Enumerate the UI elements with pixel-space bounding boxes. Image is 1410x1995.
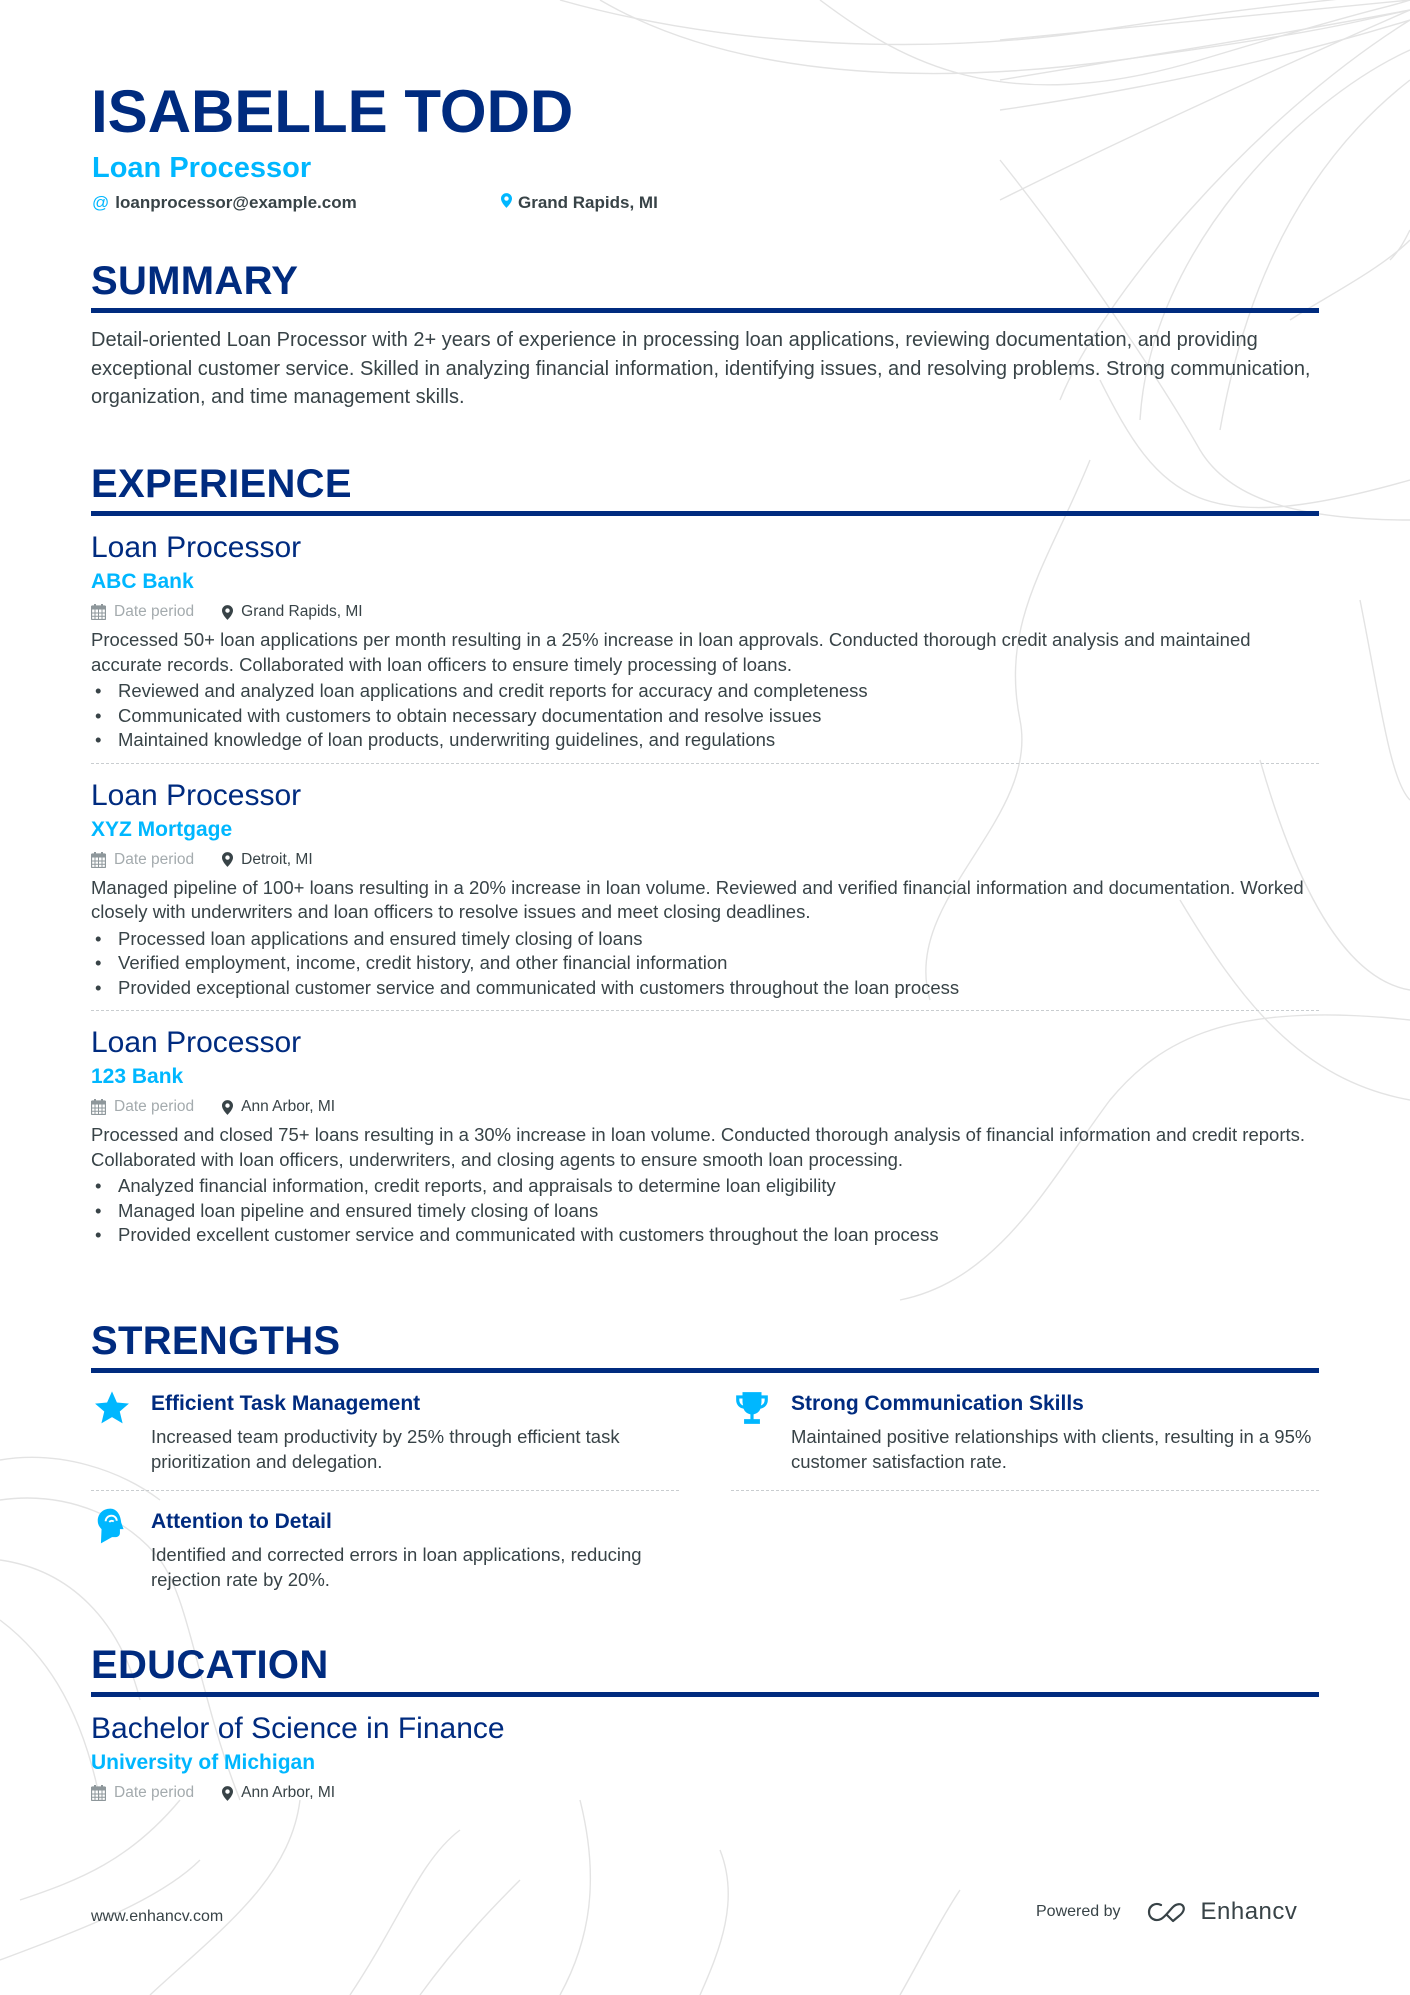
job-company: 123 Bank xyxy=(91,1065,184,1088)
job-date: Date period xyxy=(91,849,194,871)
job-bullet: • Reviewed and analyzed loan applications and credit reports for accuracy and completeness xyxy=(91,679,1319,704)
trophy-icon xyxy=(733,1389,771,1427)
job-title: Loan Processor xyxy=(91,778,302,812)
job-bullet: • Maintained knowledge of loan products, underwriting guidelines, and regulations xyxy=(91,728,1319,753)
job-bullet: • Verified employment, income, credit history, and other financial information xyxy=(91,951,1319,976)
candidate-name: ISABELLE TODD xyxy=(91,78,574,145)
map-pin-icon xyxy=(222,1100,233,1115)
strength-title: Attention to Detail xyxy=(151,1510,332,1533)
job-bullets xyxy=(91,679,1319,753)
education-entry xyxy=(91,1711,1319,1804)
calendar-icon xyxy=(91,852,106,868)
strength-description: Increased team productivity by 25% through efficient task prioritization and delegation. xyxy=(151,1426,620,1472)
strength-item xyxy=(731,1389,1319,1491)
contact-row xyxy=(92,192,658,214)
strength-title: Efficient Task Management xyxy=(151,1392,421,1415)
job-title: Loan Processor xyxy=(91,531,302,564)
job-description: Processed 50+ loan applications per month resulting in a 25% increase in loan approvals. Conducted thorough credit analysis and maintained accurate records. Collaborated with loan officers to ensure timely processing of loans. xyxy=(91,629,1251,675)
job-entry xyxy=(91,1025,1319,1248)
job-meta xyxy=(91,1096,1319,1118)
job-company: XYZ Mortgage xyxy=(91,817,233,841)
job-divider xyxy=(91,1010,1319,1011)
job-bullet: • Processed loan applications and ensured timely closing of loans xyxy=(91,927,1319,952)
experience-section xyxy=(91,461,1319,1248)
education-heading: EDUCATION xyxy=(91,1642,1319,1697)
job-divider xyxy=(91,763,1319,764)
job-title: Loan Processor xyxy=(91,1026,302,1059)
job-location: Detroit, MI xyxy=(222,849,312,871)
experience-heading: EXPERIENCE xyxy=(91,461,1319,516)
summary-text: Detail-oriented Loan Processor with 2+ years of experience in processing loan applications, reviewing documentation, and providing exceptional customer service. Skilled in analyzing financial information, identifying issues, and resolving problems. Strong communication, organization, and time management skills. xyxy=(91,329,1311,408)
map-pin-icon xyxy=(501,192,512,214)
email-contact[interactable] xyxy=(92,192,357,214)
job-location: Grand Rapids, MI xyxy=(222,601,362,623)
footer-powered-by[interactable] xyxy=(1036,1898,1297,1926)
job-company: ABC Bank xyxy=(91,570,194,593)
job-bullet: • Analyzed financial information, credit reports, and appraisals to determine loan eligibility xyxy=(91,1174,1319,1199)
strength-description: Maintained positive relationships with clients, resulting in a 95% customer satisfaction rate. xyxy=(791,1426,1312,1472)
education-meta xyxy=(91,1782,1319,1804)
map-pin-icon xyxy=(222,605,233,620)
head-brain-icon xyxy=(93,1507,131,1545)
enhancv-logo-icon xyxy=(1147,1900,1191,1924)
education-section xyxy=(91,1642,1319,1804)
job-bullet: • Managed loan pipeline and ensured timely closing of loans xyxy=(91,1199,1319,1224)
job-bullet: • Provided exceptional customer service and communicated with customers throughout the loan process xyxy=(91,976,1319,1001)
job-entry xyxy=(91,778,1319,1012)
education-location: Ann Arbor, MI xyxy=(222,1782,335,1804)
job-bullet: • Provided excellent customer service and communicated with customers throughout the loan process xyxy=(91,1223,1319,1248)
job-description: Processed and closed 75+ loans resulting in a 30% increase in loan volume. Conducted thorough analysis of financial information and credit reports. Collaborated with loan officers, underwriters, and closing agents to ensure smooth loan processing. xyxy=(91,1124,1306,1170)
strength-title: Strong Communication Skills xyxy=(791,1392,1084,1415)
strength-item xyxy=(91,1507,679,1608)
location-contact xyxy=(501,192,801,214)
star-icon xyxy=(93,1389,131,1427)
calendar-icon xyxy=(91,1785,106,1801)
job-bullets xyxy=(91,1174,1319,1248)
job-meta xyxy=(91,849,1319,871)
enhancv-brand: Enhancv xyxy=(1200,1898,1298,1925)
location-text: Grand Rapids, MI xyxy=(518,193,658,212)
calendar-icon xyxy=(91,604,106,620)
job-location: Ann Arbor, MI xyxy=(222,1096,335,1118)
job-meta xyxy=(91,601,1319,623)
candidate-title: Loan Processor xyxy=(92,152,312,184)
job-description: Managed pipeline of 100+ loans resulting in a 20% increase in loan volume. Reviewed and verified financial information and documentation. Worked closely with underwriters and loan officers to resolve issues and meet closing deadlines. xyxy=(91,876,1304,922)
powered-by-label: Powered by xyxy=(1036,1903,1121,1920)
footer-website-link[interactable]: www.enhancv.com xyxy=(91,1908,224,1925)
calendar-icon xyxy=(91,1099,106,1115)
map-pin-icon xyxy=(222,852,233,867)
strength-item xyxy=(91,1389,679,1491)
job-date: Date period xyxy=(91,601,194,623)
strength-description: Identified and corrected errors in loan applications, reducing rejection rate by 20%. xyxy=(151,1544,642,1590)
summary-heading: SUMMARY xyxy=(91,258,1319,313)
strengths-heading: STRENGTHS xyxy=(91,1318,1319,1373)
at-icon: @ xyxy=(92,193,110,212)
job-entry xyxy=(91,530,1319,764)
email-text: loanprocessor@example.com xyxy=(115,193,357,212)
degree-title: Bachelor of Science in Finance xyxy=(91,1712,505,1745)
strengths-grid xyxy=(91,1389,1319,1624)
strengths-section xyxy=(91,1318,1319,1624)
job-bullets xyxy=(91,927,1319,1001)
job-date: Date period xyxy=(91,1096,194,1118)
school-name: University of Michigan xyxy=(91,1751,316,1774)
summary-section xyxy=(91,258,1319,412)
education-date: Date period xyxy=(91,1782,194,1804)
job-bullet: • Communicated with customers to obtain necessary documentation and resolve issues xyxy=(91,704,1319,729)
map-pin-icon xyxy=(222,1786,233,1801)
